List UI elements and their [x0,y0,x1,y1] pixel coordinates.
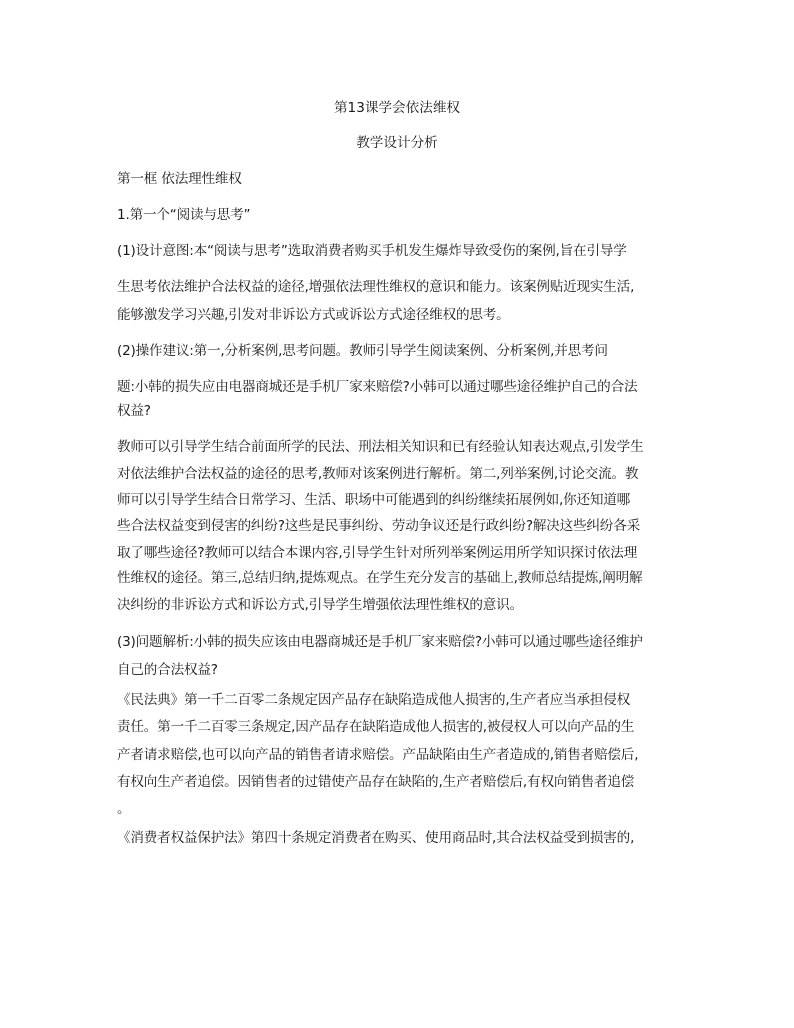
section-heading: 第一框 依法理性维权 [117,171,242,187]
body-line: 生思考依法维护合法权益的途径,增强依法理性维权的意识和能力。该案例贴近现实生活, [117,279,635,295]
body-line: 责任。第一千二百零三条规定,因产品存在缺陷造成他人损害的,被侵权人可以向产品的生 [117,719,635,735]
body-line: 题:小韩的损失应由电器商城还是手机厂家来赔偿?小韩可以通过哪些途径维护自己的合法 [117,379,638,395]
body-line: 教师可以引导学生结合前面所学的民法、刑法相关知识和已有经验认知表达观点,引发学生 [117,439,644,455]
page-subtitle: 教学设计分析 [356,135,438,151]
body-line: 权益? [117,403,151,419]
body-line: 《消费者权益保护法》第四十条规定消费者在购买、使用商品时,其合法权益受到损害的, [117,830,635,846]
body-line: 自己的合法权益? [117,662,218,678]
body-line: 《民法典》第一千二百零二条规定因产品存在缺陷造成他人损害的,生产者应当承担侵权 [117,692,631,708]
item-heading: 1.第一个“阅读与思考” [117,207,251,223]
body-line: 取了哪些途径?教师可以结合本课内容,引导学生针对所列举案例运用所学知识探讨依法理 [117,545,638,561]
page-title: 第13课学会依法维权 [333,100,461,116]
body-line: (3)问题解析:小韩的损失应该由电器商城还是手机厂家来赔偿?小韩可以通过哪些途径维护 [117,634,643,650]
body-line: (2)操作建议:第一,分析案例,思考问题。教师引导学生阅读案例、分析案例,并思考问 [117,343,608,359]
body-line: (1)设计意图:本“阅读与思考”选取消费者购买手机发生爆炸导致受伤的案例,旨在引导学 [117,243,627,259]
body-line: 能够激发学习兴趣,引发对非诉讼方式或诉讼方式途径维权的思考。 [117,307,510,323]
body-line: 产者请求赔偿,也可以向产品的销售者请求赔偿。产品缺陷由生产者造成的,销售者赔偿后, [117,747,639,763]
body-line: 有权向生产者追偿。因销售者的过错使产品存在缺陷的,生产者赔偿后,有权向销售者追偿 [117,774,635,790]
body-line: 对依法维护合法权益的途径的思考,教师对该案例进行解析。第二,列举案例,讨论交流。教 [117,466,639,482]
body-line: 性维权的途径。第三,总结归纳,提炼观点。在学生充分发言的基础上,教师总结提炼,阐明解 [117,570,643,586]
body-line: 。 [117,801,131,817]
body-line: 师可以引导学生结合日常学习、生活、职场中可能遇到的纠纷继续拓展例如,你还知道哪 [117,492,631,508]
body-line: 些合法权益变到侵害的纠纷?这些是民事纠纷、劳动争议还是行政纠纷?解决这些纠纷各采 [117,518,640,534]
body-line: 决纠纷的非诉讼方式和诉讼方式,引导学生增强依法理性维权的意识。 [117,597,523,613]
